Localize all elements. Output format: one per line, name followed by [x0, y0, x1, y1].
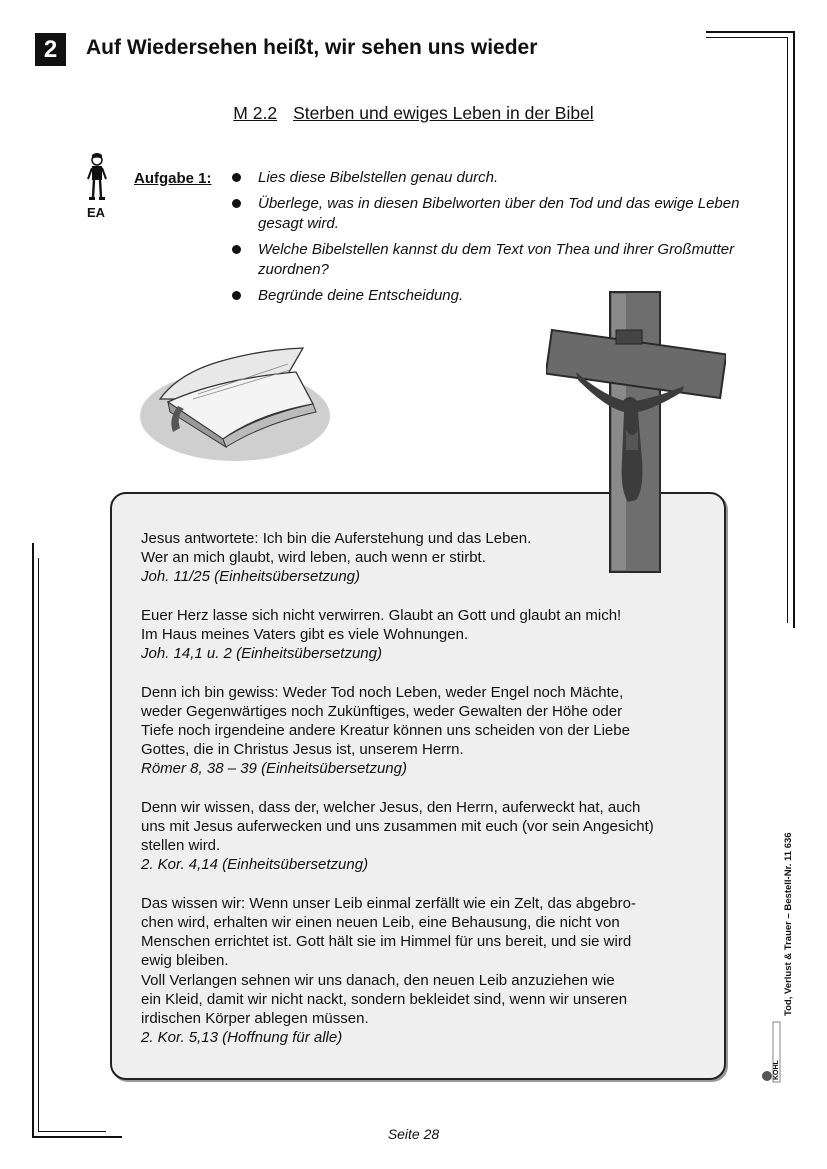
frame-line [32, 543, 34, 1138]
frame-line [793, 31, 795, 628]
passage-romans-8 [141, 683, 711, 779]
subtitle-code: M 2.2 [233, 103, 278, 123]
passage-line: uns mit Jesus auferwecken und uns zusammen mit euch (vor sein Angesicht) [141, 818, 654, 835]
publisher-order-number: Tod, Verlust & Trauer – Bestell-Nr. 11 636 [783, 832, 794, 1016]
passage-line: Gottes, die in Christus Jesus ist, unserem Herrn. [141, 741, 464, 759]
bible-passages [141, 529, 711, 1067]
passage-line: Im Haus meines Vaters gibt es viele Wohnungen. [141, 626, 469, 643]
task-bullet: Begründe deine Entscheidung. [232, 286, 742, 306]
frame-line [787, 37, 788, 623]
passage-line: Das wissen wir: Wenn unser Leib einmal zerfällt wie ein Zelt, das abgebro- [141, 894, 636, 912]
chapter-title: Auf Wiedersehen heißt, wir sehen uns wieder [86, 36, 538, 59]
worksheet-subtitle [0, 103, 827, 124]
subtitle-title: Sterben und ewiges Leben in der Bibel [293, 103, 594, 123]
passage-reference: Joh. 11/25 (Einheitsübersetzung) [141, 568, 361, 586]
passage-line: Voll Verlangen sehnen wir uns danach, den neuen Leib anzuziehen wie [141, 971, 615, 989]
passage-line: ein Kleid, damit wir nicht nackt, sondern bekleidet sind, wenn wir unseren [141, 990, 628, 1008]
frame-line [38, 558, 39, 1131]
passage-line: Denn wir wissen, dass der, welcher Jesus, den Herrn, auferweckt hat, auch [141, 798, 641, 816]
passage-line: Jesus antwortete: Ich bin die Auferstehung und das Leben. [141, 530, 532, 547]
passage-line: chen wird, erhalten wir einen neuen Leib, eine Behausung, die nicht von [141, 914, 620, 931]
ea-label: EA [87, 205, 106, 220]
passage-line: Menschen errichtet ist. Gott hält sie im Himmel für uns bereit, und sie wird [141, 933, 632, 951]
frame-line [706, 31, 795, 33]
svg-text:KOHL: KOHL [773, 1060, 780, 1080]
passage-reference: Joh. 14,1 u. 2 (Einheitsübersetzung) [141, 645, 382, 663]
passage-line: weder Gegenwärtiges noch Zukünftiges, weder Gewalten der Höhe oder [141, 702, 623, 720]
page-number: Seite 28 [387, 1126, 440, 1142]
passage-line: ewig bleiben. [141, 952, 229, 970]
passage-2cor-5 [141, 894, 711, 1048]
passage-line: irdischen Körper ablegen müssen. [141, 1010, 369, 1028]
student-icon [85, 153, 109, 203]
task-bullet: Überlege, was in diesen Bibelworten über den Tod und das ewige Leben gesagt wird. [232, 194, 742, 234]
task-bullet: Lies diese Bibelstellen genau durch. [232, 168, 742, 188]
passage-2cor-4 [141, 798, 711, 875]
passage-reference: 2. Kor. 5,13 (Hoffnung für alle) [141, 1029, 343, 1047]
frame-line [706, 37, 787, 38]
passage-john-11 [141, 529, 711, 587]
passage-line: Denn ich bin gewiss: Weder Tod noch Leben, weder Engel noch Mächte, [141, 683, 624, 701]
passage-line: Tiefe noch irgendeine andere Kreatur können uns scheiden von der Liebe [141, 722, 630, 739]
passage-line: Euer Herz lasse sich nicht verwirren. Glaubt an Gott und glaubt an mich! [141, 606, 622, 624]
passage-john-14 [141, 606, 711, 664]
passage-line: Wer an mich glaubt, wird leben, auch wenn er stirbt. [141, 549, 486, 567]
chapter-number-badge: 2 [35, 33, 66, 66]
passage-line: stellen wird. [141, 837, 221, 855]
passage-reference: Römer 8, 38 – 39 (Einheitsübersetzung) [141, 760, 407, 778]
publisher-logo [761, 1020, 781, 1090]
passage-reference: 2. Kor. 4,14 (Einheitsübersetzung) [141, 856, 369, 874]
task-label: Aufgabe 1: [134, 170, 212, 187]
task-bullet: Welche Bibelstellen kannst du dem Text von Thea und ihrer Großmutter zuordnen? [232, 240, 742, 280]
book-illustration [138, 344, 332, 464]
